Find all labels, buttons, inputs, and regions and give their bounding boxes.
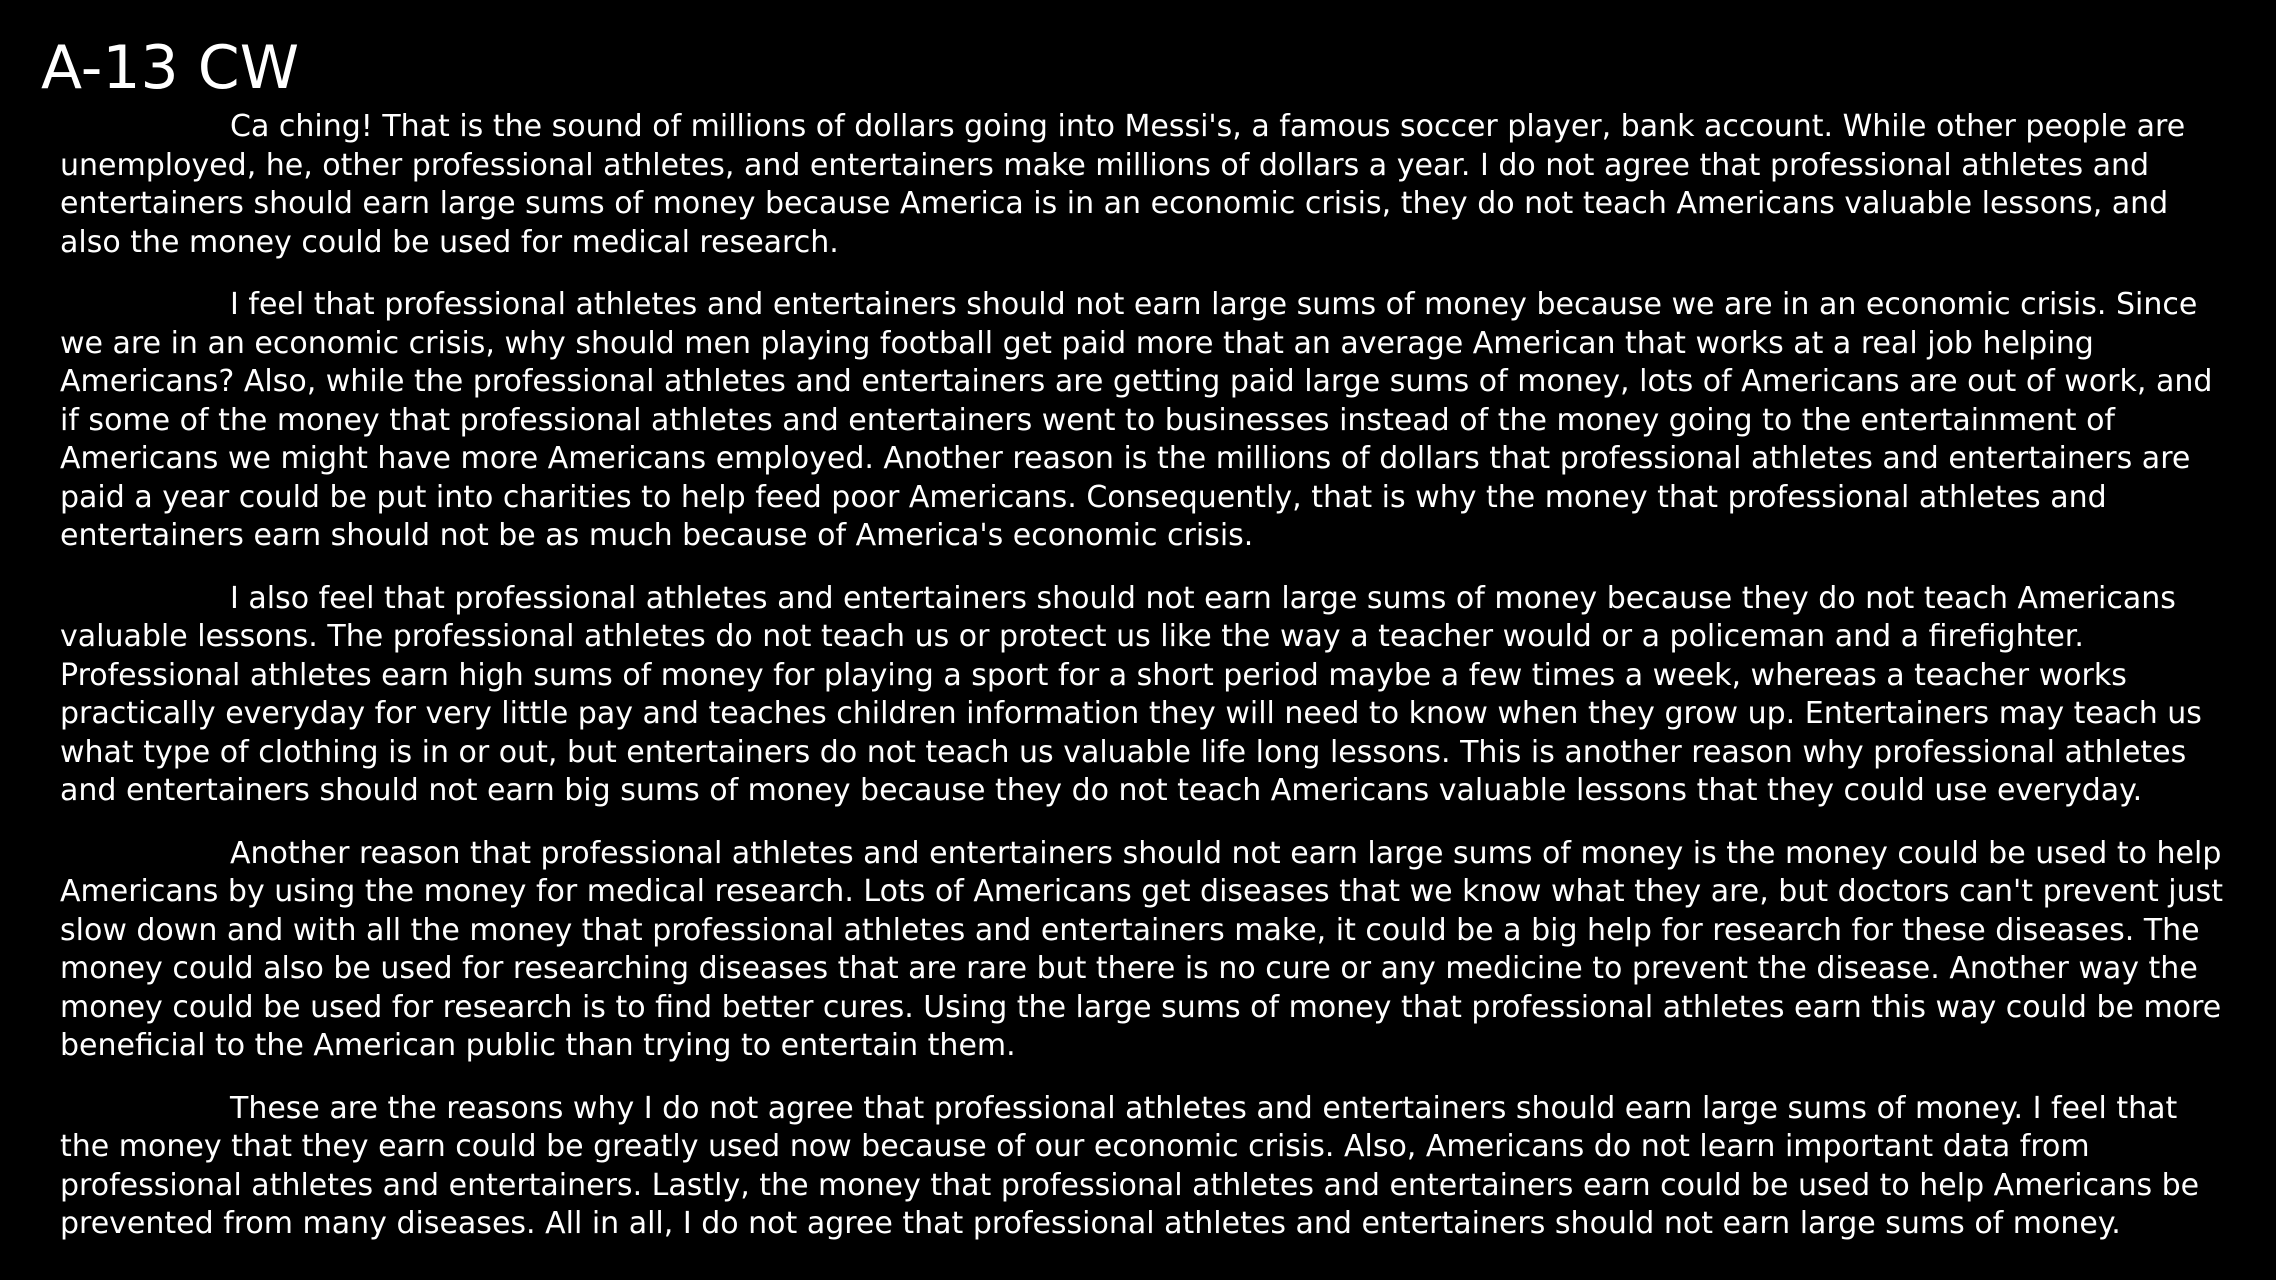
essay-paragraph-valuable-lessons: I also feel that professional athletes and entertainers should not earn large sums of money because they do not teach Americans valuable lessons. The professional athletes do not teach us or protect us like the way a teacher would or a policeman and a firefighter. Professional athletes earn high sums of money for playing a sport for a short period maybe a few times a week, whereas a teacher works practically everyday for very little pay and teaches children information they will need to know when they grow up. Entertainers may teach us what type of clothing is in or out, but entertainers do not teach us valuable life long lessons. This is another reason why professional athletes and entertainers should not earn big sums of money because they do not teach Americans valuable lessons that they could use everyday. (60, 580, 2202, 808)
slide-title: A-13 CW (41, 33, 300, 103)
essay-paragraph-economic-crisis: I feel that professional athletes and entertainers should not earn large sums of money because we are in an economic crisis. Since we are in an economic crisis, why should men playing football get paid more that an average American that works at a real job helping Americans? Also, while the professional athletes and entertainers are getting paid large sums of money, lots of Americans are out of work, and if some of the money that professional athletes and entertainers went to businesses instead of the money going to the entertainment of Americans we might have more Americans employed. Another reason is the millions of dollars that professional athletes and entertainers are paid a year could be put into charities to help feed poor Americans. Consequently, that is why the money that professional athletes and entertainers earn should not be as much because of America's economic crisis. (60, 287, 2213, 553)
essay-body (60, 108, 2228, 1244)
essay-paragraph-conclusion: These are the reasons why I do not agree that professional athletes and entertainers should earn large sums of money. I feel that the money that they earn could be greatly used now because of our economic crisis. Also, Americans do not learn important data from professional athletes and entertainers. Lastly, the money that professional athletes and entertainers earn could be used to help Americans be prevented from many diseases. All in all, I do not agree that professional athletes and entertainers should not earn large sums of money. (60, 1090, 2200, 1241)
essay-paragraph-medical-research: Another reason that professional athletes and entertainers should not earn large sums of money is the money could be used to help Americans by using the money for medical research. Lots of Americans get diseases that we know what they are, but doctors can't prevent just slow down and with all the money that professional athletes and entertainers make, it could be a big help for research for these diseases. The money could also be used for researching diseases that are rare but there is no cure or any medicine to prevent the disease. Another way the money could be used for research is to find better cures. Using the large sums of money that professional athletes earn this way could be more beneficial to the American public than trying to entertain them. (60, 835, 2224, 1063)
essay-paragraph-intro: Ca ching! That is the sound of millions of dollars going into Messi's, a famous soccer player, bank account. While other people are unemployed, he, other professional athletes, and entertainers make millions of dollars a year. I do not agree that professional athletes and entertainers should earn large sums of money because America is in an economic crisis, they do not teach Americans valuable lessons, and also the money could be used for medical research. (60, 109, 2186, 260)
